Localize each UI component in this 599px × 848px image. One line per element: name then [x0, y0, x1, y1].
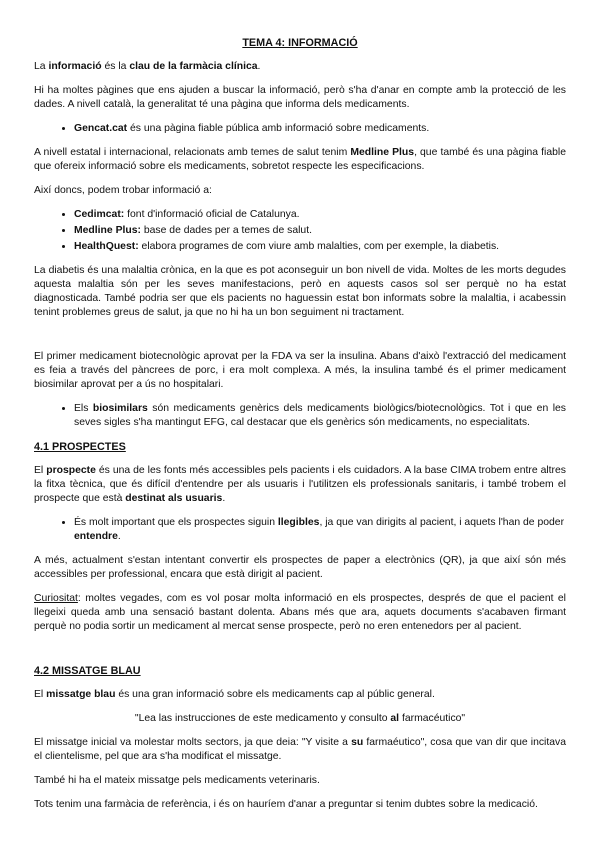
section-heading-prospectes: 4.1 PROSPECTES	[34, 441, 126, 453]
list-item: • Cedimcat: font d'informació oficial de Catalunya.	[74, 208, 566, 222]
section-heading-missatge-blau: 4.2 MISSATGE BLAU	[34, 665, 141, 677]
paragraph-pages-info: Hi ha moltes pàgines que ens ajuden a buscar la informació, però s'ha d'anar en compte amb la protecció de les dades. A nivell català, la generalitat té una pàgina que informa dels medicaments.	[34, 85, 566, 110]
gencat-list	[34, 122, 566, 136]
page-title: TEMA 4: INFORMACIÓ	[242, 37, 358, 49]
paragraph-missatge-blau: El missatge blau és una gran informació sobre els medicaments cap al públic general.	[34, 689, 435, 700]
paragraph-curiositat: Curiositat: moltes vegades, com es vol posar molta informació en els prospectes, després de que el pacient el llegeixi queda amb una sensació bastant dolenta. Abans més que ara, aquets documents s'acabaven firmant perquè no podia sortir un medicament al mercat sense prospecte, però no eren entenedors per al pacient.	[34, 593, 566, 632]
paragraph-prospecte: El prospecte és una de les fonts més accessibles pels pacients i els cuidadors. A la base CIMA trobem entre altres la fitxa tècnica, que és difícil d'entendre per als usuaris i l'utilitzen els professionals sanitaris, i també trobem el prospecte que està destinat als usuaris.	[34, 465, 566, 504]
biosimilars-list	[34, 402, 566, 430]
intro-paragraph: La informació és la clau de la farmàcia clínica.	[34, 61, 261, 72]
sources-list	[34, 208, 566, 254]
prospectes-list	[34, 516, 566, 544]
list-item: • Medline Plus: base de dades per a temes de salut.	[74, 224, 566, 238]
list-item: • HealthQuest: elabora programes de com viure amb malalties, com per exemple, la diabetis.	[74, 240, 566, 254]
paragraph-veterinaris: També hi ha el mateix missatge pels medicaments veterinaris.	[34, 775, 320, 786]
list-item: • Els biosimilars són medicaments genèrics dels medicaments biològics/biotecnològics. Tot i que en les seves sigles s'ha mantingut EFG, cal destacar que els genèrics són medicaments, no especialitats.	[74, 402, 566, 430]
paragraph-medline: A nivell estatal i internacional, relacionats amb temes de salut tenim Medline Plus, que també és una pàgina fiable que ofereix informació sobre els medicaments, sobretot respecte les especificacions.	[34, 147, 567, 172]
document-page	[34, 30, 566, 822]
paragraph-diabetis: La diabetis és una malaltia crònica, en la que es pot aconseguir un bon nivell de vida. Moltes de les morts degudes aquesta malaltia són per les seves manifestacions, però en aquests casos sol ser perquè no ha estat diagnosticada. També podria ser que els pacients no haguessin estat bon informats sobre la malaltia, i acabessin tenint problemes greus de salut, ja que no hi ha un bon seguiment ni tractament.	[34, 265, 566, 318]
paragraph-qr: A més, actualment s'estan intentant convertir els prospectes de paper a electrònics (QR), ja que així són més accessibles per professional, encara que està dirigit al pacient.	[34, 555, 566, 580]
paragraph-insulina: El primer medicament biotecnològic aprovat per la FDA va ser la insulina. Abans d'això l'extracció del medicament es feia a través del pàncrees de porc, i era molt complexa. A més, la insulina també és el primer medicament biosimilar aprovat per a ús no hospitalari.	[34, 351, 566, 390]
list-item: • Gencat.cat és una pàgina fiable pública amb informació sobre medicaments.	[74, 122, 566, 136]
quote-missatge: "Lea las instrucciones de este medicamento y consulto al farmacéutico"	[134, 713, 466, 724]
list-item: • És molt important que els prospectes siguin llegibles, ja que van dirigits al pacient, i aquets l'han de poder entendre.	[74, 516, 566, 544]
paragraph-sources-intro: Així doncs, podem trobar informació a:	[34, 185, 212, 196]
paragraph-farmacia-referencia: Tots tenim una farmàcia de referència, i és on hauríem d'anar a preguntar si tenim dubtes sobre la medicació.	[34, 799, 538, 810]
paragraph-missatge-inicial: El missatge inicial va molestar molts sectors, ja que deia: "Y visite a su farmaéutico", cosa que van dir que incitava el clientelisme, pel que ara s'ha modificat el missatge.	[34, 737, 566, 762]
